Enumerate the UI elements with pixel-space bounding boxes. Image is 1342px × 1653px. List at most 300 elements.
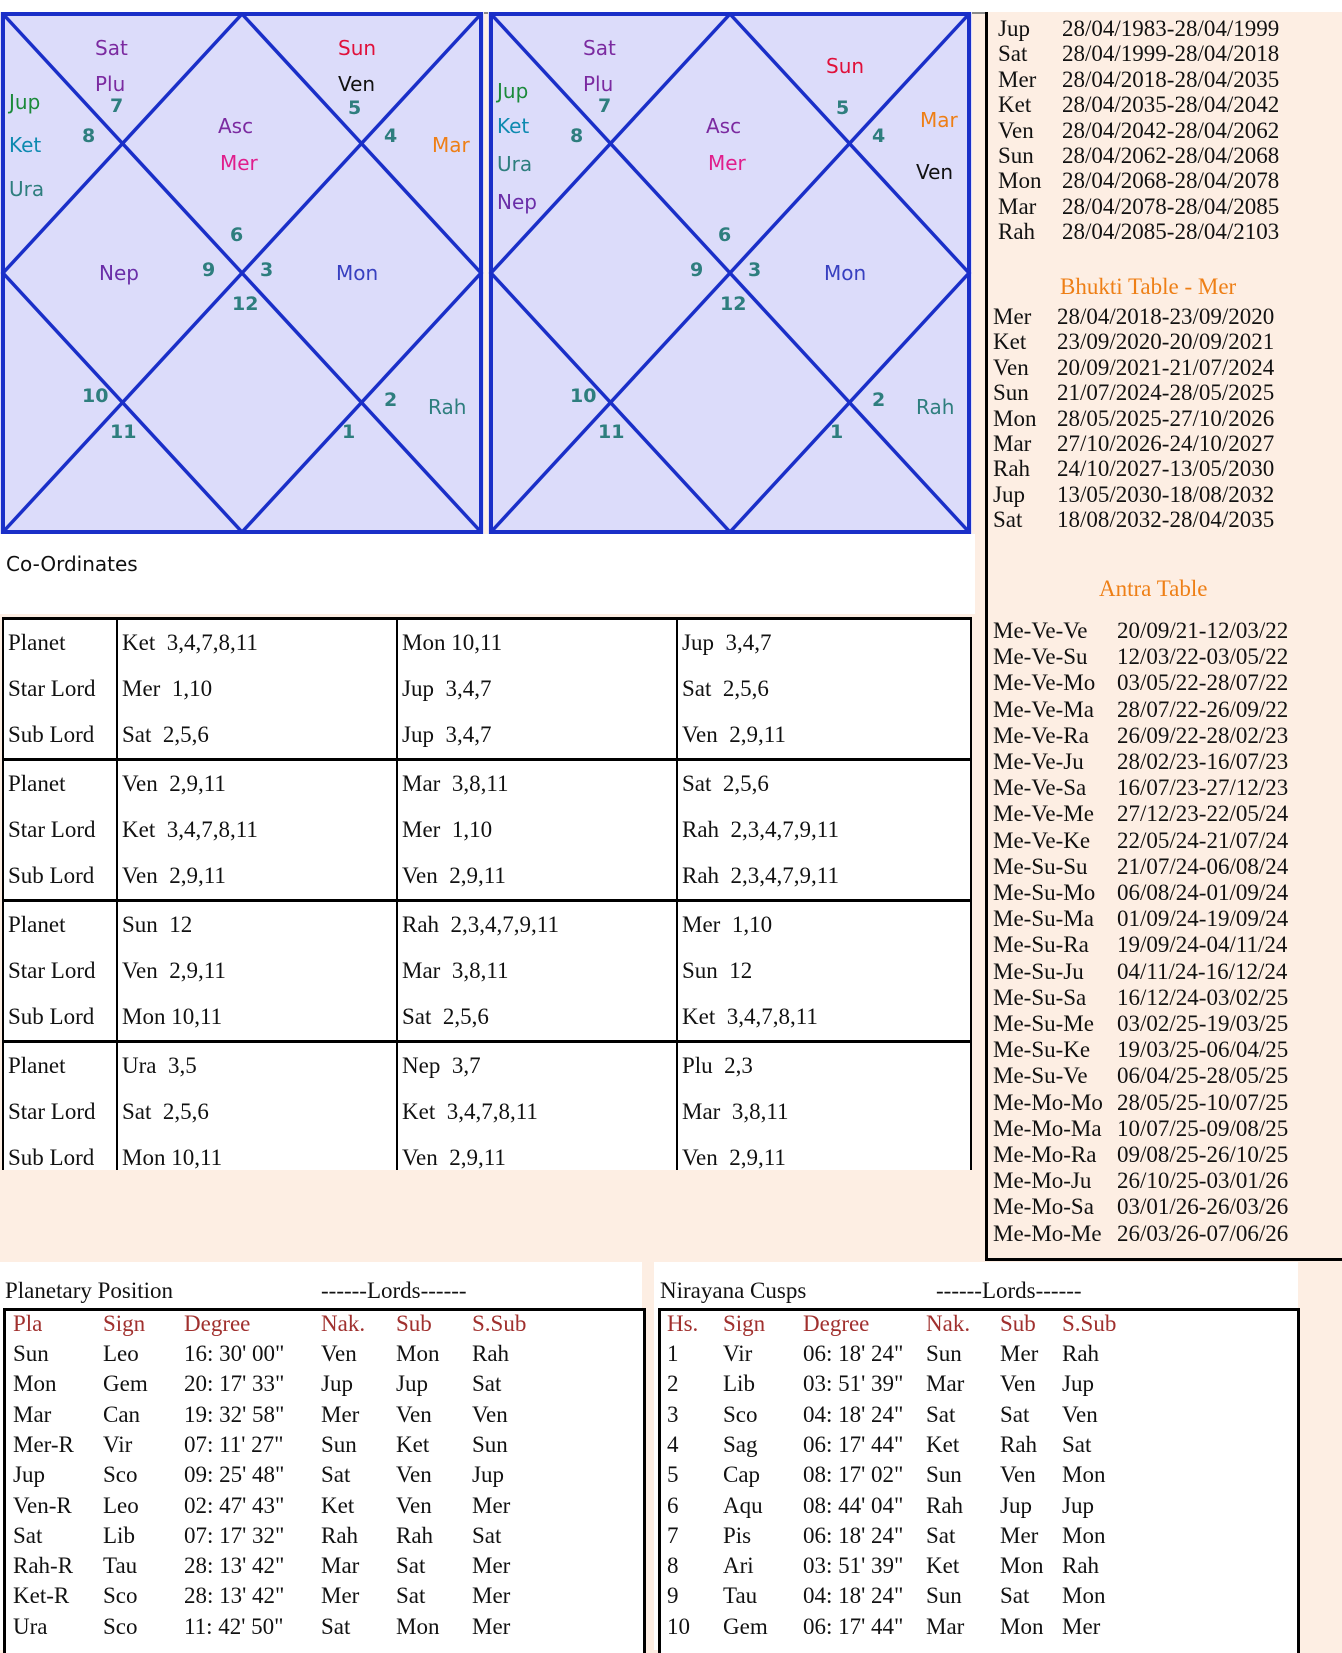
bhukti-period: 28/05/2025-27/10/2026 — [1057, 405, 1275, 431]
antra-row — [993, 880, 1288, 906]
coordinates-cell: Planet — [3, 619, 117, 667]
bhukti-period: 18/08/2032-28/04/2035 — [1057, 507, 1275, 533]
cusps-header-cell: S.Sub — [1062, 1311, 1117, 1336]
house-number-4: 4 — [872, 125, 886, 147]
antra-row — [993, 1011, 1288, 1037]
bhukti-planet: Ket — [993, 329, 1027, 355]
antra-row — [993, 618, 1288, 644]
antra-period-name: Me-Su-Sa — [993, 984, 1087, 1010]
planet-nep: Nep — [497, 190, 537, 214]
planet-sun: Sun — [338, 36, 377, 60]
bhukti-planet: Mer — [993, 304, 1032, 329]
coordinates-cell: Ven 2,9,11 — [677, 712, 971, 760]
planet-plu: Plu — [583, 72, 614, 96]
dasa-row — [998, 67, 1279, 93]
antra-period-dates: 04/11/24-16/12/24 — [1117, 958, 1288, 984]
antra-period-name: Me-Mo-Ju — [993, 1168, 1092, 1194]
planetary-cell: Ven — [472, 1401, 508, 1427]
birth-chart-left — [0, 12, 484, 534]
dasa-planet: Mon — [998, 168, 1042, 194]
planetary-cell: Sun — [472, 1431, 508, 1457]
coordinates-cell: Sub Lord — [3, 1135, 117, 1183]
cusps-cell: 06: 17' 44" — [803, 1613, 904, 1639]
planetary-cell: Lib — [103, 1522, 135, 1548]
coordinates-cell: Mon 10,11 — [117, 994, 397, 1042]
house-number-8: 8 — [82, 125, 96, 147]
antra-row — [993, 723, 1288, 749]
planetary-cell: Can — [103, 1401, 141, 1427]
planetary-cell: Mer — [472, 1553, 511, 1579]
planet-ura: Ura — [497, 152, 533, 176]
coordinates-row — [3, 619, 971, 667]
coordinates-cell: Mer 1,10 — [117, 666, 397, 712]
house-number-5: 5 — [836, 97, 850, 119]
antra-row — [993, 801, 1288, 827]
coordinates-cell: Jup 3,4,7 — [397, 712, 677, 760]
house-number-12: 12 — [720, 293, 747, 315]
antra-period-name: Me-Ve-Mo — [993, 670, 1096, 696]
coordinates-cell: Star Lord — [3, 807, 117, 853]
coordinates-row — [3, 853, 971, 901]
planet-sat: Sat — [583, 36, 616, 60]
coordinates-cell: Star Lord — [3, 666, 117, 712]
antra-row — [993, 959, 1287, 985]
planetary-cell: 19: 32' 58" — [184, 1401, 285, 1427]
antra-period-dates: 28/05/25-10/07/25 — [1117, 1089, 1289, 1115]
cusps-cell: Ven — [1000, 1371, 1036, 1397]
planetary-cell: 07: 17' 32" — [184, 1522, 285, 1548]
cusps-cell: 3 — [667, 1401, 679, 1427]
antra-period-dates: 28/07/22-26/09/22 — [1117, 696, 1289, 722]
cusps-cell: Ven — [1000, 1462, 1036, 1488]
cusps-header-cell: Degree — [803, 1311, 870, 1336]
antra-row — [993, 775, 1288, 801]
planetary-cell: Sat — [472, 1522, 502, 1548]
bhukti-row — [993, 406, 1274, 432]
planet-plu: Plu — [95, 72, 126, 96]
planetary-cell: Mar — [13, 1401, 52, 1427]
planetary-cell: Leo — [103, 1341, 139, 1366]
planetary-cell: Jup — [396, 1371, 428, 1397]
antra-period-dates: 01/09/24-19/09/24 — [1117, 906, 1289, 932]
antra-row — [993, 828, 1288, 854]
bhukti-period: 20/09/2021-21/07/2024 — [1057, 354, 1275, 380]
antra-period-name: Me-Mo-Mo — [993, 1089, 1103, 1115]
dasa-period: 28/04/1983-28/04/1999 — [1062, 16, 1280, 41]
antra-period-name: Me-Su-Me — [993, 1011, 1094, 1036]
planetary-header-cell: Sign — [103, 1311, 146, 1336]
antra-period-dates: 26/03/26-07/06/26 — [1117, 1220, 1289, 1246]
cusps-header-cell: Hs. — [667, 1311, 699, 1336]
planetary-cell: Ven — [396, 1462, 432, 1488]
cusps-cell: 10 — [667, 1613, 690, 1639]
planet-mer: Mer — [708, 151, 746, 175]
cusps-cell: 5 — [667, 1462, 679, 1488]
cusps-cell: Pis — [723, 1522, 752, 1548]
coordinates-row — [3, 948, 971, 994]
planet-mer: Mer — [220, 151, 258, 175]
bhukti-planet: Jup — [993, 481, 1025, 507]
coordinates-cell: Rah 2,3,4,7,9,11 — [677, 807, 971, 853]
bhukti-period: 13/05/2030-18/08/2032 — [1057, 481, 1275, 507]
cusps-cell: Ket — [926, 1431, 960, 1457]
coordinates-row — [3, 1089, 971, 1135]
coordinates-cell: Ven 2,9,11 — [397, 1135, 677, 1183]
coordinates-cell: Sat 2,5,6 — [117, 1089, 397, 1135]
house-number-9: 9 — [690, 259, 704, 281]
coordinates-cell: Mon 10,11 — [117, 1135, 397, 1183]
antra-period-dates: 20/09/21-12/03/22 — [1117, 618, 1289, 643]
bhukti-planet: Sat — [993, 507, 1023, 533]
antra-period-dates: 28/02/23-16/07/23 — [1117, 749, 1289, 774]
coordinates-row — [3, 1042, 971, 1090]
dasa-row — [998, 194, 1279, 220]
cusps-header-cell: Sub — [1000, 1311, 1036, 1336]
bhukti-row — [993, 355, 1274, 381]
dasa-planet: Sat — [998, 41, 1028, 67]
cusps-cell: 1 — [667, 1341, 679, 1366]
cusps-cell: Rah — [1062, 1341, 1100, 1366]
planet-rah: Rah — [428, 395, 467, 419]
bhukti-planet: Sun — [993, 380, 1029, 406]
cusps-cell: Ven — [1062, 1401, 1098, 1427]
antra-period-dates: 03/05/22-28/07/22 — [1117, 670, 1289, 696]
house-number-5: 5 — [348, 97, 362, 119]
cusps-cell: 03: 51' 39" — [803, 1371, 904, 1397]
cusps-cell: Mon — [1062, 1462, 1106, 1488]
planet-ura: Ura — [9, 177, 45, 201]
cusps-cell: Mon — [1062, 1522, 1106, 1548]
coordinates-cell: Mon 10,11 — [397, 619, 677, 667]
cusps-cell: Lib — [723, 1371, 755, 1397]
planetary-cell: Jup — [13, 1462, 45, 1488]
cusps-lords-title: ------Lords------ — [936, 1278, 1082, 1303]
planetary-cell: Sun — [321, 1431, 357, 1457]
planetary-cell: Ura — [13, 1613, 48, 1639]
planetary-cell: 07: 11' 27" — [184, 1431, 284, 1457]
antra-title: Antra Table — [1099, 576, 1208, 601]
cusps-cell: 7 — [667, 1522, 679, 1548]
antra-row — [993, 1221, 1288, 1247]
cusps-cell: Jup — [1062, 1371, 1094, 1397]
planetary-cell: Sun — [13, 1341, 49, 1366]
cusps-cell: Aqu — [723, 1492, 763, 1518]
cusps-cell: 8 — [667, 1553, 679, 1579]
cusps-cell: Sag — [723, 1431, 758, 1457]
cusps-cell: Tau — [723, 1583, 758, 1609]
antra-row — [993, 1194, 1288, 1220]
antra-period-name: Me-Su-Ma — [993, 906, 1094, 932]
house-number-11: 11 — [110, 421, 137, 443]
planetary-cell: Ket — [396, 1431, 430, 1457]
bhukti-row — [993, 507, 1274, 533]
dasa-planet: Mar — [998, 193, 1037, 219]
planet-ven: Ven — [916, 160, 954, 184]
dasa-planet: Rah — [998, 219, 1036, 245]
coordinates-cell: Sun 12 — [677, 948, 971, 994]
dasa-planet: Sun — [998, 143, 1034, 168]
cusps-cell: Sun — [926, 1462, 962, 1488]
antra-period-name: Me-Ve-Sa — [993, 775, 1087, 801]
planetary-cell: Rah — [472, 1341, 510, 1366]
house-number-10: 10 — [82, 385, 109, 407]
bhukti-row — [993, 329, 1274, 355]
coordinates-cell: Jup 3,4,7 — [397, 666, 677, 712]
coordinates-cell: Ket 3,4,7,8,11 — [117, 807, 397, 853]
house-number-7: 7 — [598, 95, 612, 117]
coordinates-row — [3, 807, 971, 853]
antra-row — [993, 697, 1288, 723]
planet-ket: Ket — [497, 114, 530, 138]
planetary-cell: Rah — [396, 1522, 434, 1548]
planetary-cell: Mar — [321, 1553, 360, 1579]
coordinates-cell: Plu 2,3 — [677, 1042, 971, 1090]
coordinates-cell: Ven 2,9,11 — [117, 760, 397, 808]
bhukti-title: Bhukti Table - Mer — [1060, 274, 1237, 299]
coordinates-cell: Star Lord — [3, 1089, 117, 1135]
coordinates-row — [3, 666, 971, 712]
planetary-cell: Sco — [103, 1613, 138, 1639]
bhukti-row — [993, 304, 1274, 330]
antra-period-name: Me-Ve-Ma — [993, 696, 1094, 722]
bhukti-period: 21/07/2024-28/05/2025 — [1057, 380, 1275, 406]
cusps-cell: 2 — [667, 1371, 679, 1397]
dasa-period: 28/04/2035-28/04/2042 — [1062, 92, 1280, 118]
dasa-period: 28/04/1999-28/04/2018 — [1062, 41, 1280, 67]
birth-chart-right — [488, 12, 972, 534]
coordinates-cell: Planet — [3, 1042, 117, 1090]
antra-period-name: Me-Mo-Me — [993, 1220, 1102, 1246]
bhukti-planet: Mon — [993, 405, 1037, 431]
antra-period-dates: 27/12/23-22/05/24 — [1117, 801, 1289, 827]
planetary-cell: Sat — [396, 1553, 426, 1579]
spacer — [0, 1170, 975, 1262]
dasa-period: 28/04/2062-28/04/2068 — [1062, 143, 1280, 168]
coordinates-row — [3, 994, 971, 1042]
house-number-4: 4 — [384, 125, 398, 147]
cusps-cell: Ket — [926, 1553, 960, 1579]
bhukti-row — [993, 482, 1274, 508]
coordinates-cell: Ket 3,4,7,8,11 — [117, 619, 397, 667]
coordinates-title: Co-Ordinates — [6, 552, 138, 576]
coordinates-cell: Sun 12 — [117, 901, 397, 949]
planet-sun: Sun — [826, 54, 865, 78]
cusps-cell: Mon — [1000, 1613, 1044, 1639]
cusps-cell: Jup — [1062, 1492, 1094, 1518]
planetary-lords-title: ------Lords------ — [321, 1278, 467, 1303]
cusps-cell: Jup — [1000, 1492, 1032, 1518]
antra-period-dates: 06/04/25-28/05/25 — [1117, 1063, 1289, 1089]
house-number-9: 9 — [202, 259, 216, 281]
planetary-cell: Ket-R — [13, 1583, 70, 1609]
dasa-row — [998, 118, 1279, 144]
cusps-cell: 04: 18' 24" — [803, 1401, 904, 1427]
antra-row — [993, 906, 1288, 932]
coordinates-cell: Ket 3,4,7,8,11 — [397, 1089, 677, 1135]
bhukti-period: 28/04/2018-23/09/2020 — [1057, 304, 1275, 329]
antra-row — [993, 670, 1288, 696]
planetary-cell: Sat — [472, 1371, 502, 1397]
coordinates-cell: Jup 3,4,7 — [677, 619, 971, 667]
planetary-cell: 16: 30' 00" — [184, 1341, 285, 1366]
cusps-header-cell: Nak. — [926, 1311, 971, 1336]
planetary-cell: Ven — [396, 1401, 432, 1427]
coordinates-cell: Sat 2,5,6 — [117, 712, 397, 760]
dasa-panel — [985, 12, 1342, 1261]
planetary-cell: Sat — [321, 1462, 351, 1488]
planetary-cell: Mon — [396, 1341, 440, 1366]
antra-period-dates: 26/09/22-28/02/23 — [1117, 722, 1289, 748]
antra-period-name: Me-Ve-Me — [993, 801, 1094, 827]
antra-period-name: Me-Su-Mo — [993, 880, 1096, 905]
planetary-position-table — [3, 1308, 646, 1653]
planetary-cell: Sat — [396, 1583, 426, 1609]
bhukti-planet: Ven — [993, 354, 1029, 380]
planet-asc: Asc — [706, 114, 742, 138]
cusps-cell: Mer — [1062, 1613, 1101, 1639]
antra-period-dates: 10/07/25-09/08/25 — [1117, 1115, 1289, 1141]
nirayana-cusps-title: Nirayana Cusps — [660, 1278, 807, 1303]
cusps-cell: Rah — [1062, 1553, 1100, 1579]
coordinates-cell: Rah 2,3,4,7,9,11 — [397, 901, 677, 949]
coordinates-cell: Sat 2,5,6 — [397, 994, 677, 1042]
chart-grid-left — [0, 12, 484, 534]
antra-period-dates: 22/05/24-21/07/24 — [1117, 827, 1289, 853]
planetary-cell: Mer — [321, 1401, 360, 1427]
planetary-cell: Ven — [396, 1492, 432, 1518]
house-number-1: 1 — [342, 421, 356, 443]
cusps-cell: Sun — [926, 1341, 962, 1366]
house-number-12: 12 — [232, 293, 259, 315]
coordinates-cell: Mer 1,10 — [677, 901, 971, 949]
bhukti-planet: Rah — [993, 456, 1031, 482]
planetary-cell: Tau — [103, 1553, 138, 1579]
cusps-cell: 08: 17' 02" — [803, 1462, 904, 1488]
dasa-planet: Ven — [998, 117, 1034, 143]
antra-period-name: Me-Su-Ra — [993, 932, 1089, 958]
planet-mon: Mon — [336, 261, 379, 285]
antra-period-name: Me-Ve-Ve — [993, 618, 1088, 643]
planetary-cell: Mer — [472, 1583, 511, 1609]
planetary-cell: Rah — [321, 1522, 359, 1548]
coordinates-cell: Ura 3,5 — [117, 1042, 397, 1090]
cusps-cell: Sat — [1000, 1583, 1030, 1609]
planetary-cell: 11: 42' 50" — [184, 1613, 284, 1639]
coordinates-row — [3, 901, 971, 949]
bhukti-row — [993, 456, 1274, 482]
house-number-7: 7 — [110, 95, 124, 117]
planet-asc: Asc — [218, 114, 254, 138]
cusps-cell: 06: 18' 24" — [803, 1522, 904, 1548]
planetary-cell: Jup — [472, 1462, 504, 1488]
planetary-cell: Sco — [103, 1462, 138, 1488]
coordinates-row — [3, 712, 971, 760]
planetary-cell: 20: 17' 33" — [184, 1371, 285, 1397]
dasa-period: 28/04/2078-28/04/2085 — [1062, 193, 1280, 219]
coordinates-row — [3, 760, 971, 808]
planetary-cell: 02: 47' 43" — [184, 1492, 285, 1518]
planetary-cell: Ven — [321, 1341, 357, 1366]
cusps-cell: Rah — [1000, 1431, 1038, 1457]
planetary-cell: Sco — [103, 1583, 138, 1609]
planet-ven: Ven — [338, 72, 376, 96]
house-number-2: 2 — [384, 389, 398, 411]
cusps-cell: 06: 17' 44" — [803, 1431, 904, 1457]
planetary-cell: Mer — [321, 1583, 360, 1609]
cusps-cell: 6 — [667, 1492, 679, 1518]
coordinates-cell: Ven 2,9,11 — [397, 853, 677, 901]
cusps-cell: Ari — [723, 1553, 754, 1579]
coordinates-cell: Sat 2,5,6 — [677, 666, 971, 712]
planetary-cell: 28: 13' 42" — [184, 1583, 285, 1609]
bhukti-period: 27/10/2026-24/10/2027 — [1057, 431, 1275, 456]
bhukti-period: 24/10/2027-13/05/2030 — [1057, 456, 1275, 482]
antra-row — [993, 1142, 1288, 1168]
coordinates-cell: Mar 3,8,11 — [677, 1089, 971, 1135]
dasa-row — [998, 16, 1279, 42]
antra-period-dates: 21/07/24-06/08/24 — [1117, 853, 1289, 879]
antra-period-name: Me-Mo-Ra — [993, 1142, 1097, 1167]
antra-period-dates: 12/03/22-03/05/22 — [1117, 644, 1289, 670]
antra-period-dates: 16/07/23-27/12/23 — [1117, 775, 1289, 801]
dasa-planet: Mer — [998, 66, 1037, 92]
planetary-cell: Mer-R — [13, 1431, 74, 1457]
planetary-header-cell: Sub — [396, 1311, 432, 1336]
house-number-10: 10 — [570, 385, 597, 407]
coordinates-cell: Ket 3,4,7,8,11 — [677, 994, 971, 1042]
cusps-cell: Mar — [926, 1371, 965, 1397]
planet-nep: Nep — [99, 261, 139, 285]
dasa-row — [998, 143, 1279, 169]
cusps-cell: Mer — [1000, 1522, 1039, 1548]
house-number-1: 1 — [830, 421, 844, 443]
nirayana-cusps-table — [658, 1308, 1300, 1653]
house-number-6: 6 — [230, 224, 244, 246]
planetary-cell: Mon — [13, 1371, 57, 1397]
house-number-8: 8 — [570, 125, 584, 147]
dasa-row — [998, 219, 1279, 245]
cusps-cell: Sun — [926, 1583, 962, 1609]
planetary-cell: Vir — [103, 1431, 133, 1457]
planetary-cell: 28: 13' 42" — [184, 1553, 285, 1579]
cusps-cell: 06: 18' 24" — [803, 1341, 904, 1366]
coordinates-cell: Ven 2,9,11 — [117, 948, 397, 994]
coordinates-cell: Sub Lord — [3, 712, 117, 760]
antra-row — [993, 1037, 1288, 1063]
antra-row — [993, 985, 1288, 1011]
antra-row — [993, 1116, 1288, 1142]
cusps-cell: Mer — [1000, 1341, 1039, 1366]
planetary-cell: Rah-R — [13, 1553, 74, 1579]
coordinates-cell: Sat 2,5,6 — [677, 760, 971, 808]
planetary-header-cell: S.Sub — [472, 1311, 527, 1336]
dasa-row — [998, 92, 1279, 118]
cusps-cell: Gem — [723, 1613, 768, 1639]
coordinates-cell: Nep 3,7 — [397, 1042, 677, 1090]
antra-period-name: Me-Su-Ke — [993, 1037, 1091, 1063]
cusps-cell: Cap — [723, 1462, 761, 1488]
antra-period-name: Me-Mo-Ma — [993, 1115, 1102, 1141]
house-number-3: 3 — [748, 259, 762, 281]
coordinates-cell: Star Lord — [3, 948, 117, 994]
planetary-cell: 09: 25' 48" — [184, 1462, 285, 1488]
chart-grid-right — [488, 12, 972, 534]
planetary-cell: Gem — [103, 1371, 148, 1397]
house-number-2: 2 — [872, 389, 886, 411]
coordinates-cell: Planet — [3, 760, 117, 808]
cusps-cell: Mon — [1000, 1553, 1044, 1579]
planet-mon: Mon — [824, 261, 867, 285]
